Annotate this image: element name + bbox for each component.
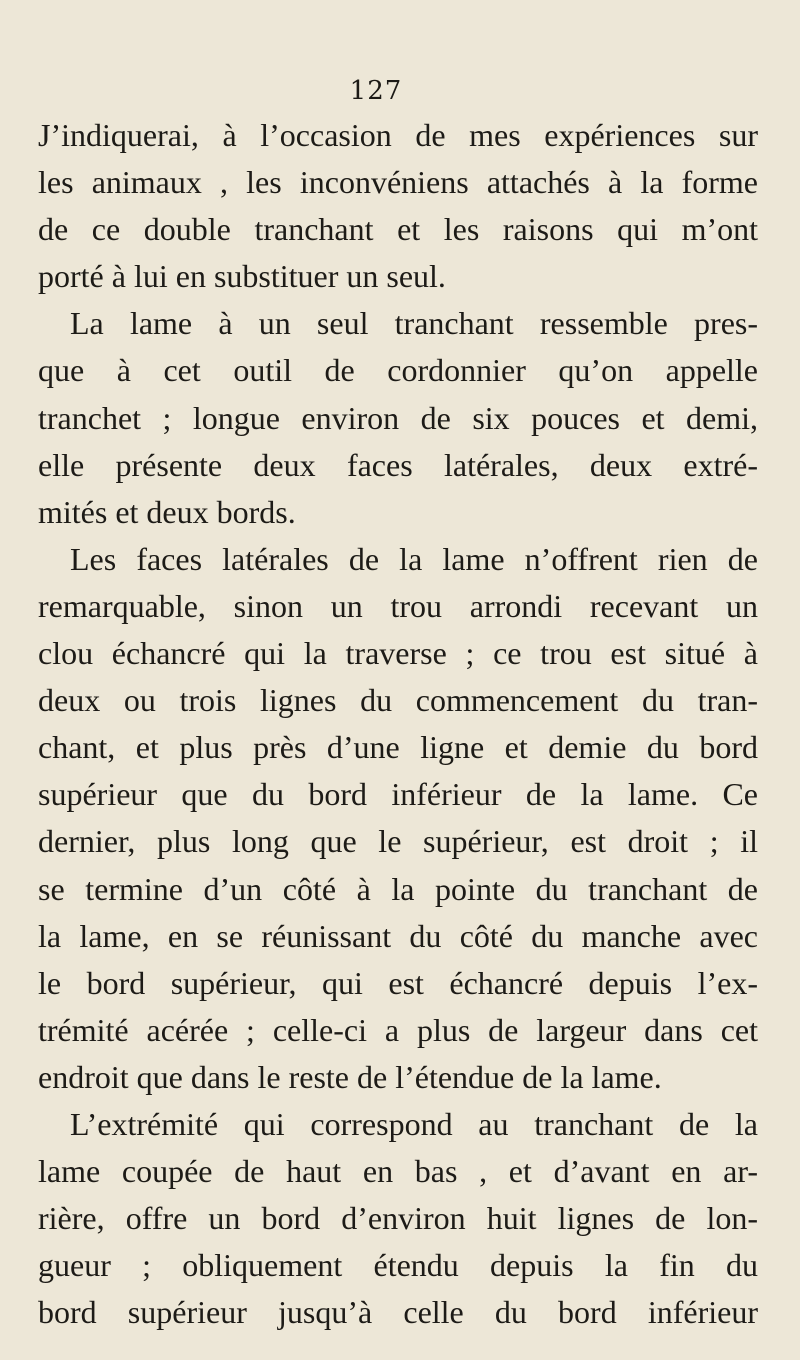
paragraph-start-line: L’extrémité qui correspond au tranchant de la — [70, 1105, 758, 1142]
text-line: se termine d’un côté à la pointe du tranchant de — [38, 870, 758, 907]
body-text — [38, 112, 758, 1336]
text-line: la lame, en se réunissant du côté du manche avec — [38, 917, 758, 954]
text-line: tranchet ; longue environ de six pouces et demi, — [38, 399, 758, 436]
text-line: remarquable, sinon un trou arrondi recevant un — [38, 587, 758, 624]
text-line: gueur ; obliquement étendu depuis la fin du — [38, 1247, 758, 1284]
text-line: chant, et plus près d’une ligne et demie du bord — [38, 729, 758, 766]
paragraph-start-line: La lame à un seul tranchant ressemble pres- — [70, 305, 758, 342]
text-line: les animaux , les inconvéniens attachés à la forme — [38, 164, 758, 201]
page-number: 127 — [349, 76, 403, 106]
text-line: mités et deux bords. — [38, 493, 296, 530]
text-line: que à cet outil de cordonnier qu’on appelle — [38, 352, 758, 389]
text-line: bord supérieur jusqu’à celle du bord inférieur — [38, 1294, 758, 1331]
text-line: deux ou trois lignes du commencement du tran- — [38, 682, 758, 719]
text-line: rière, offre un bord d’environ huit lignes de lon- — [38, 1200, 758, 1237]
text-line: clou échancré qui la traverse ; ce trou est situé à — [38, 635, 758, 672]
text-line: trémité acérée ; celle-ci a plus de largeur dans cet — [38, 1011, 758, 1048]
text-line: elle présente deux faces latérales, deux extré- — [38, 446, 758, 483]
text-line: le bord supérieur, qui est échancré depuis l’ex- — [38, 964, 758, 1001]
paragraph-start-line: Les faces latérales de la lame n’offrent rien de — [70, 540, 758, 577]
text-line: de ce double tranchant et les raisons qui m’ont — [38, 211, 758, 248]
text-line: dernier, plus long que le supérieur, est droit ; il — [38, 823, 758, 860]
text-line: endroit que dans le reste de l’étendue de la lame. — [38, 1058, 662, 1095]
text-line: supérieur que du bord inférieur de la lame. Ce — [38, 776, 758, 813]
text-line: lame coupée de haut en bas , et d’avant en ar- — [38, 1153, 758, 1190]
text-line: porté à lui en substituer un seul. — [38, 258, 446, 295]
text-line: J’indiquerai, à l’occasion de mes expériences sur — [38, 117, 758, 153]
